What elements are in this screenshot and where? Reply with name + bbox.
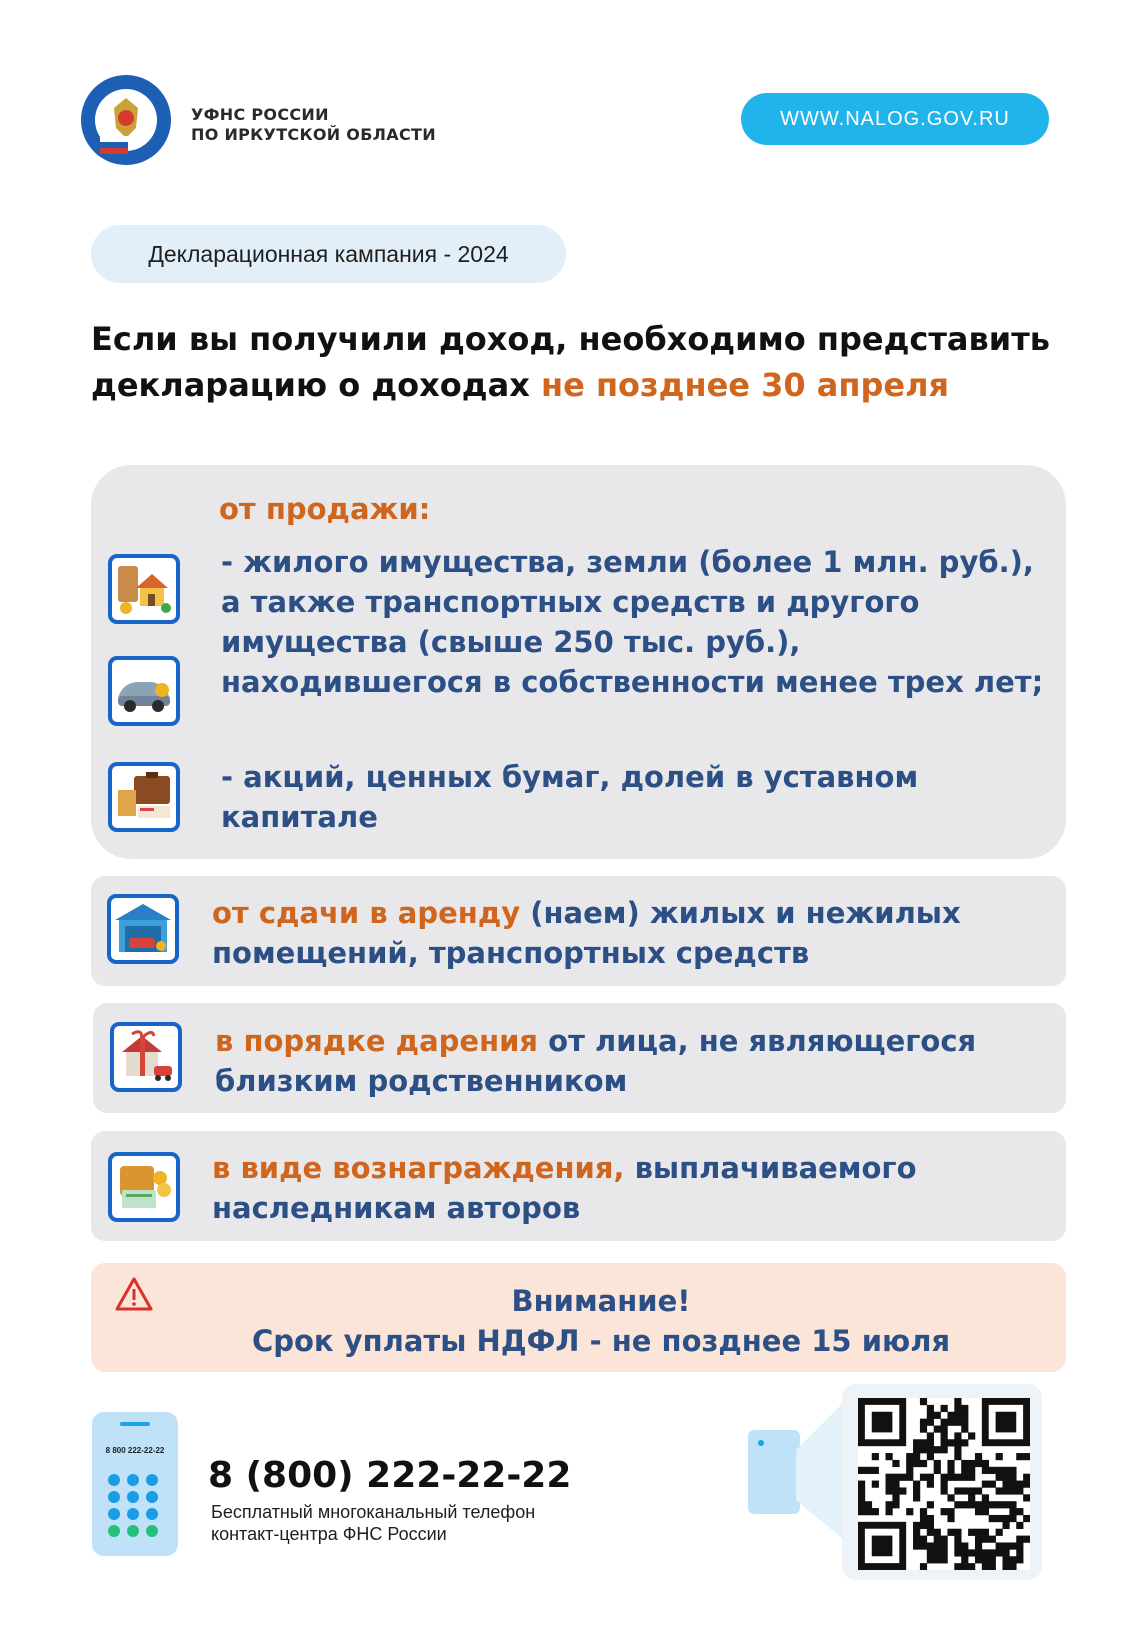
card-gift-text (215, 1021, 1055, 1101)
keypad-dot (127, 1525, 139, 1537)
card-rent-rest: (наем) жилых и нежилых помещений, транспортных средств (212, 896, 961, 970)
keypad-dot (127, 1508, 139, 1520)
gift-house-icon (110, 1022, 182, 1092)
warning-text: Срок уплаты НДФЛ - не позднее 15 июля (251, 1324, 951, 1358)
card-reward-rest: выплачиваемого наследникам авторов (212, 1151, 917, 1225)
org-name-line2: ПО ИРКУТСКОЙ ОБЛАСТИ (191, 125, 436, 144)
keypad-dot (108, 1525, 120, 1537)
keypad-dot (108, 1508, 120, 1520)
phone-speaker (120, 1422, 150, 1426)
phone-illustration (92, 1412, 178, 1556)
page-headline (91, 316, 1091, 408)
hotline-caption-line1: Бесплатный многоканальный телефон (211, 1502, 536, 1522)
campaign-badge: Декларационная кампания - 2024 (91, 225, 566, 283)
keypad-dot (146, 1474, 158, 1486)
card-gift-accent: в порядке дарения (215, 1024, 539, 1058)
card-rent-accent: от сдачи в аренду (212, 896, 521, 930)
qr-code[interactable] (858, 1398, 1030, 1570)
keypad-dot (108, 1491, 120, 1503)
briefcase-money-icon (108, 762, 180, 832)
organization-name (191, 105, 436, 145)
car-money-icon (108, 656, 180, 726)
headline-deadline: не позднее 30 апреля (540, 366, 950, 404)
keypad-dot (127, 1474, 139, 1486)
phone-screen-number: 8 800 222-22-22 (105, 1446, 165, 1455)
keypad-dot (146, 1491, 158, 1503)
hotline-phone-number[interactable]: 8 (800) 222-22-22 (208, 1455, 572, 1496)
wallet-coins-icon (108, 1152, 180, 1222)
card-gift-rest: от лица, не являющегося близким родственником (215, 1024, 977, 1098)
phone-keypad (108, 1474, 160, 1537)
keypad-dot (146, 1508, 158, 1520)
keypad-dot (108, 1474, 120, 1486)
card-sale-item-property: - жилого имущества, земли (более 1 млн. руб.), а также транспортных средств и другого имущества (свыше 250 тыс. руб.), находившегося в собственности менее трех лет; (221, 545, 1044, 699)
warning-title: Внимание! (511, 1284, 691, 1318)
card-sale-item-securities: - акций, ценных бумаг, долей в уставном капитале (221, 760, 919, 834)
card-reward-accent: в виде вознаграждения, (212, 1151, 625, 1185)
garage-car-icon (107, 894, 179, 964)
org-name-line1: УФНС РОССИИ (191, 105, 329, 124)
house-money-icon (108, 554, 180, 624)
card-sale-heading: от продажи: (219, 492, 431, 526)
website-link[interactable]: WWW.NALOG.GOV.RU (741, 93, 1049, 145)
fns-emblem-logo (80, 74, 172, 166)
headline-text: Если вы получили доход, необходимо представить декларацию о доходах (91, 320, 1050, 404)
card-reward-text (212, 1148, 1052, 1228)
keypad-dot (146, 1525, 158, 1537)
hotline-caption-line2: контакт-центра ФНС России (211, 1524, 447, 1544)
keypad-dot (127, 1491, 139, 1503)
card-rent-text (212, 893, 1052, 973)
scanner-phone-illustration (748, 1430, 800, 1514)
hotline-caption (211, 1501, 631, 1545)
phone-camera (758, 1440, 764, 1446)
